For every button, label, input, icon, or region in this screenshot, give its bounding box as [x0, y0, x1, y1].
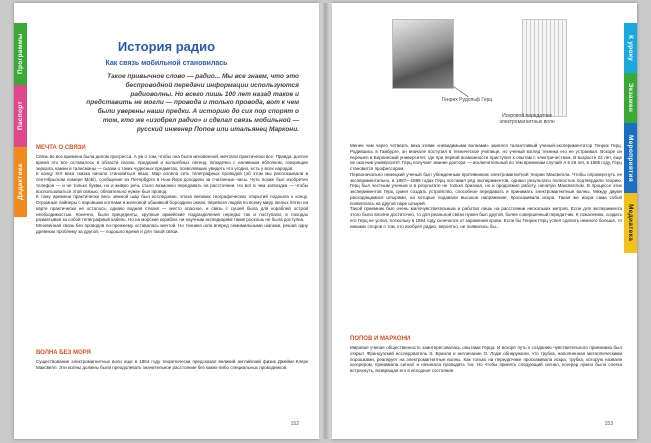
section-heading-popov-marconi: ПОПОВ И МАРКОНИ [350, 336, 411, 342]
hertz-portrait [392, 19, 454, 89]
tab-didactics[interactable]: Дидактика [14, 147, 27, 217]
section-heading-wave: ВОЛНА БЕЗ МОРЯ [36, 350, 91, 356]
caption-pointer [452, 85, 469, 97]
page-title: История радио [117, 39, 216, 54]
left-page [14, 3, 319, 439]
tab-exam[interactable]: Экзамен [624, 73, 637, 123]
page-number-right: 153 [604, 421, 613, 427]
caption-device: Искровой передатчик электромагнитных волн [499, 113, 555, 125]
tab-media-library[interactable]: Медиатека [624, 193, 637, 253]
caption-hertz: Генрих Рудольф Герц [441, 97, 493, 103]
tab-programs[interactable]: Программы [14, 23, 27, 85]
tab-passport[interactable]: Паспорт [14, 85, 27, 147]
right-page [332, 3, 637, 439]
tab-to-lesson[interactable]: К уроку [624, 23, 637, 73]
page-subtitle: Как связь мобильной становилась [105, 60, 228, 67]
section-text-wave: Существование электромагнитных волн еще в 1864 году теоретически предсказал великий английский физик Джеймс-Клерк Максвелл. Эти волны должны были преодолевать значительное расстояние без каких-либо специальных проводников. [36, 359, 308, 370]
page-number-left: 152 [290, 421, 299, 427]
spark-transmitter-photo [522, 19, 567, 117]
section-text-dream: Связь во все времена была делом прогресса. А уж о том, чтобы она была мгновенной, мечтали практически все. Правда, долгое время это все оставалось в области сказок, преданий и волшебных легенд. Блюдечко с наливным яблочком, говорящие зеркала, камни и талисманы — сказки о таких чудесных предметах, позволявших увидеть что угодно, есть у всех народов. К концу XIX века сказка начала становиться явью. Мир оплела сеть телеграфных проводов (об этом мы рассказывали в сентябрьском номере Mobi), сообщения из Петербурга в Нью-Йорк доходили за считанные часы. Чуть позже был изобретен телефон — и не только буквы, но и живую речь стало возможно передавать на расстоянии. Но вот в чем загвоздка — чтобы воспользоваться этой связью, обязательно нужен был провод. К тому времени практически весь земной шар был исследован, эпоха великих географических открытий подошла к концу. Огромные лайнеры с паровыми котлами и железной обшивкой бороздили океан, перевозя людей по всему миру. Белых пятен на карте практически не осталось, однако водная стихия — место опасное, и связь с сушей была для кораблей острой необходимостью. Конечно, были прецеденты, крупные армейские подразделения нередко так и поступали, в походах разматывая за собой телеграфный кабель. Но на морские корабли, ни научным экспедициям такие роскошь не была доступна. Мгновенная связь без проводов по-прежнему оставалась мечтой. Но техника шла вперед семимильными шагами, решая одну древнюю проблему за другой, — подошло время и для такой связи. [36, 154, 308, 234]
book-gutter [319, 3, 332, 439]
popov-marconi-text: Мировая ученая общественность заинтересовалась опытами Герца. И вскоре путь к созданию чувствительного приемника был открыт. Французский исследователь Э. Бранли и англичанин О. Лодж обнаружили, что трубка, наполненная металлическими порошками, реагирует на электромагнитные волны. Как только на передатчике проскакивала искра, трубка, которую назвали когерером, принимала сигнал и начинала проводить ток. Но чтобы принять следующий сигнал, когерер нужно было слегка встряхнуть, возвращая его в исходное состояние. [350, 345, 622, 373]
section-heading-dream: МЕЧТА О СВЯЗИ [36, 145, 86, 151]
hertz-text: Менее чем через четверть века этими «невидимыми волнами» занялся талантливый ученый-экспериментатор Генрих Герц. Родившись в Гамбурге, он вначале поступил в техническое училище, но ученый взгляд техника его не устраивал. Вскоре он перешел в Берлинский университет, где при первой возможности приступил к опытам с электричеством. В возрасте 22 лет, еще не окончив университет, Герц получает звание доктора — исключительный по тем временам случай! А в 28 лет, в 1885 году, Герц становится профессором. Первоначально немецкий ученый был убежденным противником электромагнитной теории Максвелла. Чтобы опровергнуть ее экспериментально, в 1887—1888 годах Герц поставил ряд экспериментов, однако результаты полностью подтвердили теорию. Герц был честным ученым и в результате не только признал, но и продолжил работу, начатую Максвеллом. В процессе этих экспериментов Герц сумел создать устройство, способное передавать и принимать электромагнитные волны. Между двумя расходящимися штырями, на которые подавали высокое напряжение, проскакивала искра. Такая же искра сама собой появлялась на другой паре штырей. Такой приемник был очень малочувствительным и работал лишь на расстоянии нескольких метров. Если для эксперимента этого было вполне достаточно, то для реальной связи нужен был другой, более совершенный передатчик. К сожалению, создать его Герц не успел, поскольку в 1894 году скончался от заражения крови. Если бы Генрих Герц успел сделать немного больше, то никаких споров о том, кто изобрел радио, вероятно, не появилось бы... [350, 143, 622, 229]
epigraph: Такое привычное слово — радио... Мы все знаем, что это беспроводной передачи информации используются радиоволны. Но всего лишь 100 лет назад такое и представить не могли — провода и только провода, вот к чем были уверены наши предки. А историю до сих пор спорят о том, кто же «изобрел радио» и сделал связь мобильной — русский инженер Попов или итальянец Маркони. [86, 73, 299, 133]
tab-events[interactable]: Мероприятия [624, 123, 637, 193]
